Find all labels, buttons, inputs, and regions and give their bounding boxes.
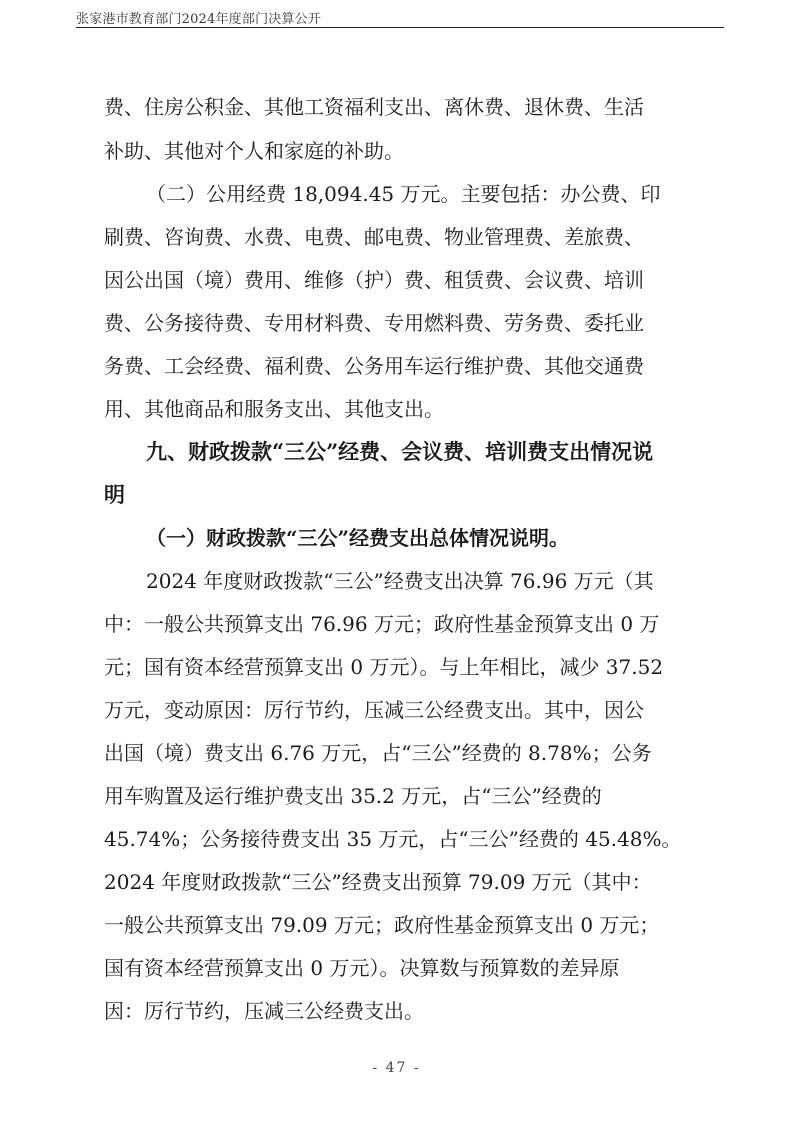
body-line-8: 用、其他商品和服务支出、其他支出。 — [104, 397, 444, 421]
section-2-public-funds: （二）公用经费 18,094.45 万元。主要包括：办公费、印 — [146, 182, 661, 206]
body-line-14: 元；国有资本经营预算支出 0 万元）。与上年相比，减少 37.52 — [104, 655, 664, 679]
body-line-4: 刷费、咨询费、水费、电费、邮电费、物业管理费、差旅费、 — [104, 225, 644, 249]
body-line-7: 务费、工会经费、福利费、公务用车运行维护费、其他交通费 — [104, 354, 644, 378]
body-line-12: 2024 年度财政拨款“三公”经费支出决算 76.96 万元（其 — [146, 569, 654, 593]
body-line-17: 用车购置及运行维护费支出 35.2 万元，占“三公”经费的 — [104, 784, 602, 808]
header-divider — [76, 27, 724, 28]
body-line-5: 因公出国（境）费用、维修（护）费、租赁费、会议费、培训 — [104, 268, 644, 292]
body-line-22: 因：厉行节约，压减三公经费支出。 — [104, 999, 424, 1023]
subsection-heading-1: （一）财政拨款“三公”经费支出总体情况说明。 — [146, 526, 570, 550]
body-line-6: 费、公务接待费、专用材料费、专用燃料费、劳务费、委托业 — [104, 311, 644, 335]
running-header: 张家港市教育部门2024年度部门决算公开 — [76, 12, 322, 27]
body-line-19: 2024 年度财政拨款“三公”经费支出预算 79.09 万元（其中： — [104, 870, 652, 894]
body-line-13: 中：一般公共预算支出 76.96 万元；政府性基金预算支出 0 万 — [104, 612, 660, 636]
section-heading-9-cont: 明 — [104, 482, 125, 507]
body-line-1: 费、住房公积金、其他工资福利支出、离休费、退休费、生活 — [104, 95, 644, 119]
body-line-15: 万元，变动原因：厉行节约，压减三公经费支出。其中，因公 — [104, 698, 644, 722]
section-heading-9: 九、财政拨款“三公”经费、会议费、培训费支出情况说 — [146, 439, 654, 464]
body-line-18: 45.74%；公务接待费支出 35 万元，占“三公”经费的 45.48%。 — [104, 827, 682, 851]
body-line-21: 国有资本经营预算支出 0 万元）。决算数与预算数的差异原 — [104, 956, 620, 980]
body-line-16: 出国（境）费支出 6.76 万元，占“三公”经费的 8.78%；公务 — [104, 741, 652, 765]
body-line-20: 一般公共预算支出 79.09 万元；政府性基金预算支出 0 万元； — [104, 913, 660, 937]
body-line-2: 补助、其他对个人和家庭的补助。 — [104, 139, 404, 163]
page-number: - 47 - — [372, 1060, 421, 1076]
